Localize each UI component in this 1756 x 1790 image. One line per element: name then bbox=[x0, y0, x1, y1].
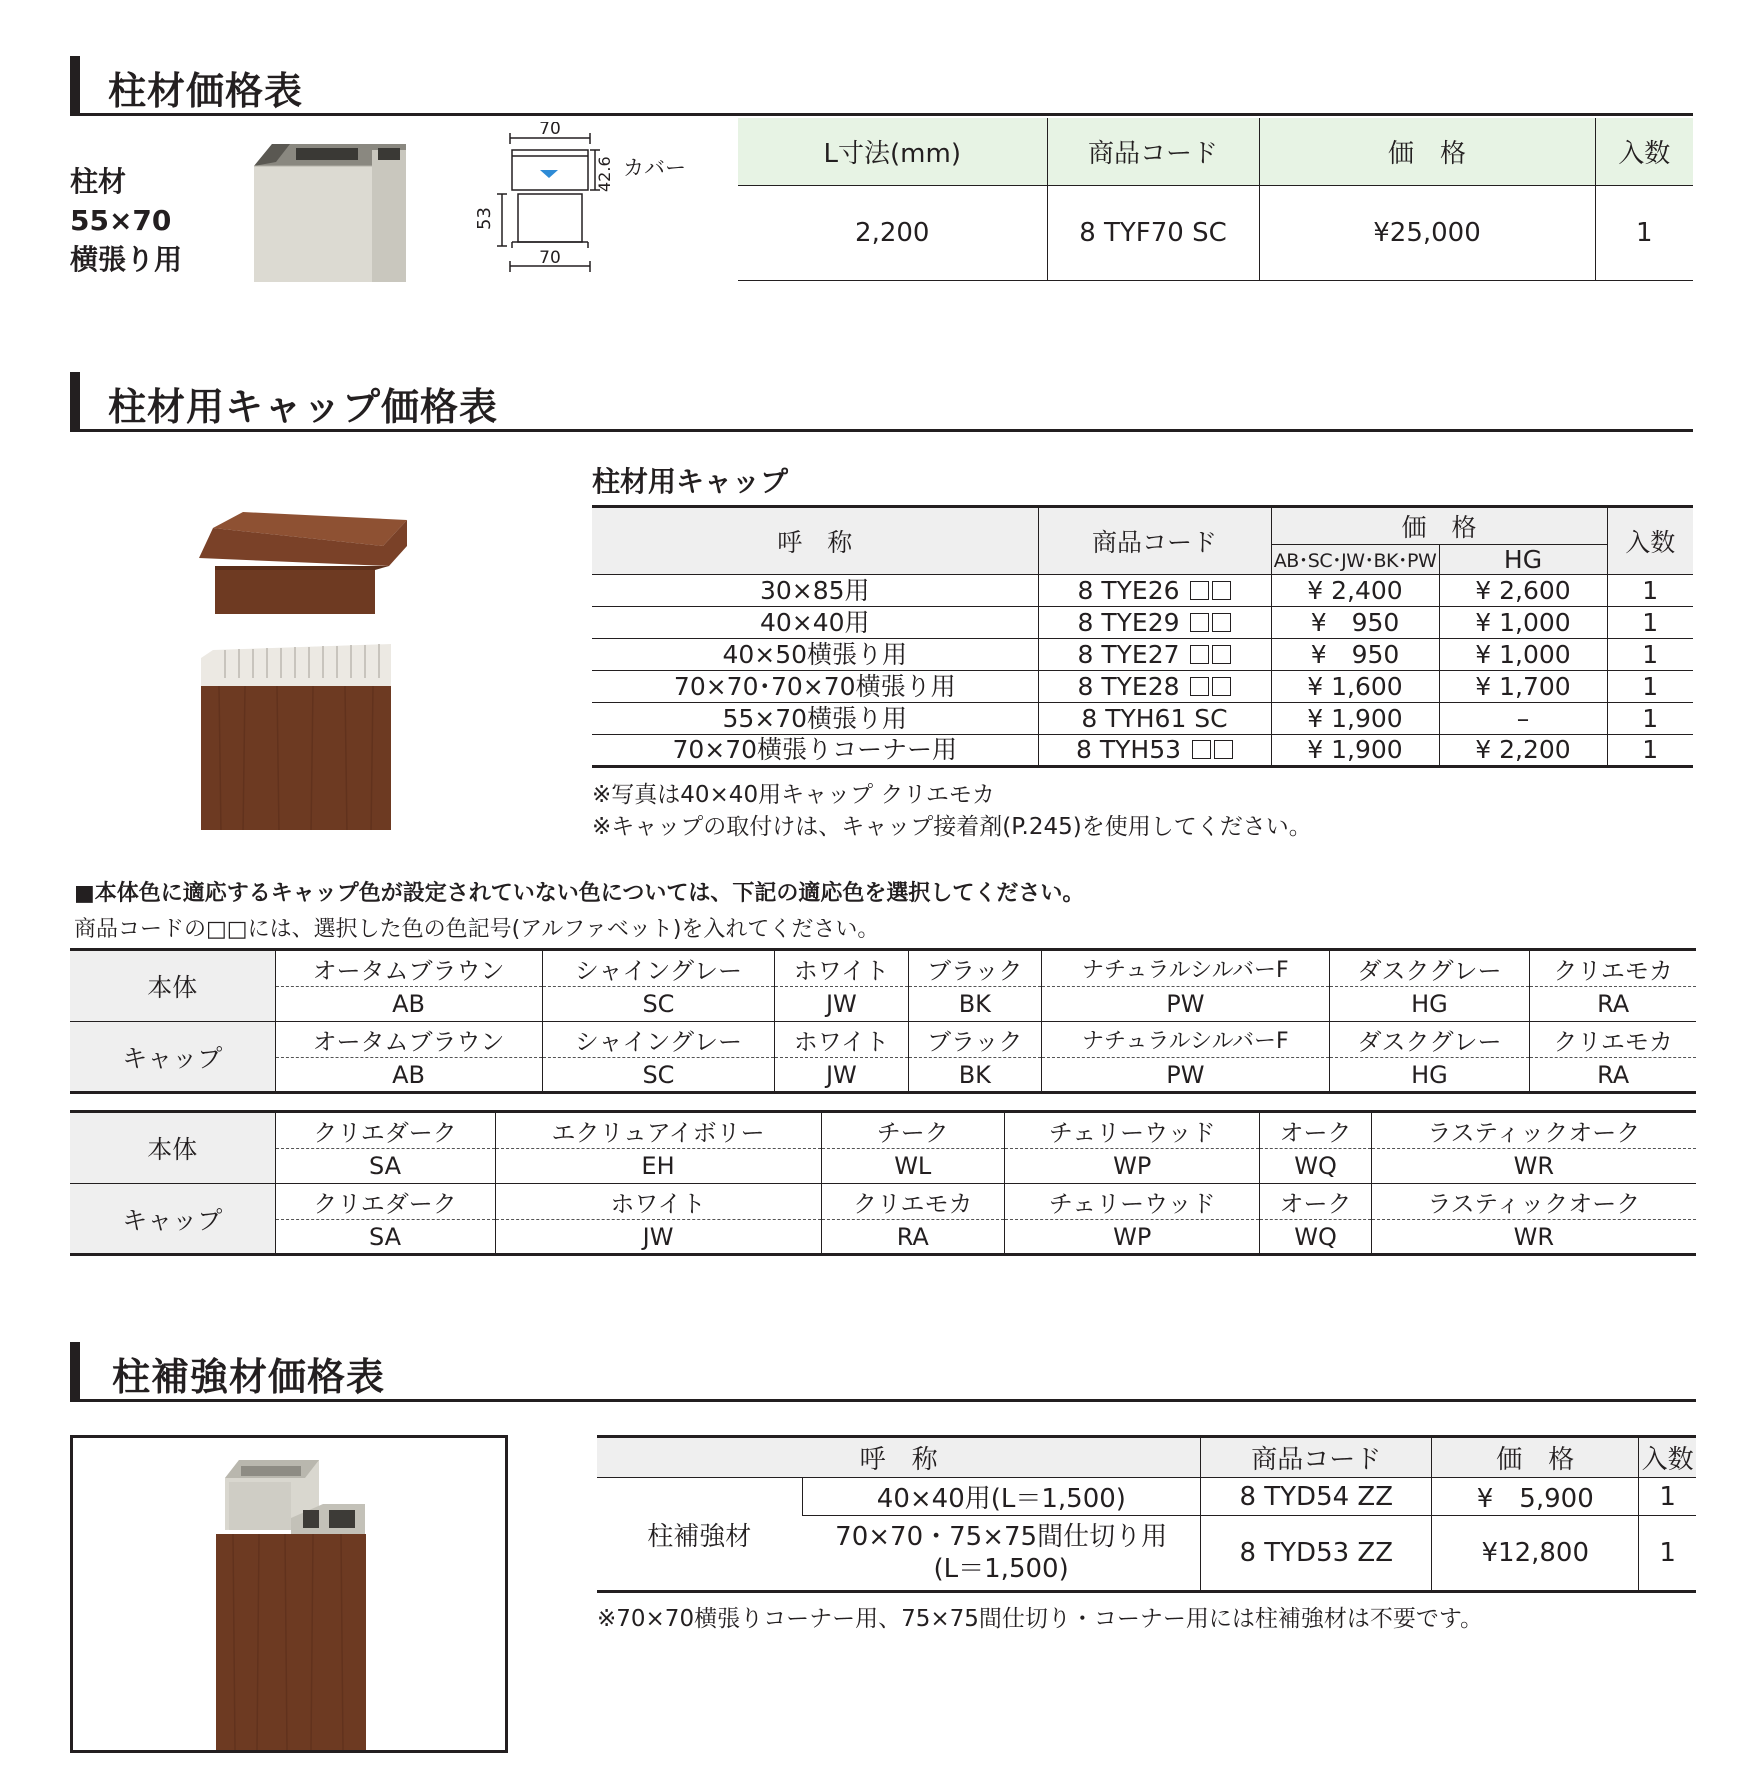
table-cell bbox=[1038, 735, 1271, 767]
color-code: WQ bbox=[1260, 1220, 1371, 1255]
table-cell: ¥ 5,900 bbox=[1432, 1478, 1639, 1516]
color-name: ホワイト bbox=[775, 950, 908, 987]
table-cell: 8 TYH61 SC bbox=[1038, 703, 1271, 735]
post-name-line: 柱材 bbox=[70, 165, 127, 198]
color-code-box bbox=[1212, 581, 1231, 600]
post-price-table bbox=[738, 118, 1693, 281]
color-name: ナチュラルシルバーF bbox=[1042, 1022, 1330, 1058]
dim-width-top: 70 bbox=[539, 122, 561, 139]
table-row bbox=[592, 607, 1693, 639]
heading-bar bbox=[70, 1342, 80, 1402]
color-code-box bbox=[1212, 677, 1231, 696]
color-code: WP bbox=[1005, 1149, 1260, 1184]
table-row bbox=[592, 735, 1693, 767]
col-header: 入数 bbox=[1607, 507, 1693, 575]
color-name: オータムブラウン bbox=[275, 1022, 542, 1058]
color-code: SC bbox=[542, 1058, 775, 1093]
code-text: 8 TYE27 bbox=[1077, 639, 1180, 669]
section-title: 柱補強材価格表 bbox=[112, 1355, 386, 1399]
code-text: 8 TYE26 bbox=[1077, 575, 1180, 605]
color-name: ダスクグレー bbox=[1329, 1022, 1530, 1058]
table-row bbox=[592, 639, 1693, 671]
body-codes-row bbox=[70, 1149, 1696, 1184]
row-label-body: 本体 bbox=[70, 950, 275, 1022]
table-header-row bbox=[738, 118, 1693, 185]
color-code: WQ bbox=[1260, 1149, 1371, 1184]
dim-height: 53 bbox=[474, 207, 495, 230]
col-header: 商品コード bbox=[1047, 118, 1259, 185]
color-name: チェリーウッド bbox=[1005, 1184, 1260, 1220]
color-name: オーク bbox=[1260, 1112, 1371, 1149]
color-code-box bbox=[1212, 613, 1231, 632]
table-cell: 70×70横張りコーナー用 bbox=[592, 735, 1038, 767]
color-code: JW bbox=[775, 1058, 908, 1093]
table-cell: 40×50横張り用 bbox=[592, 639, 1038, 671]
table-cell: 55×70横張り用 bbox=[592, 703, 1038, 735]
color-code: JW bbox=[495, 1220, 821, 1255]
color-code: BK bbox=[908, 1058, 1042, 1093]
name-line: (L＝1,500) bbox=[933, 1554, 1069, 1584]
color-name: クリエモカ bbox=[1530, 950, 1696, 987]
col-header: 呼 称 bbox=[597, 1437, 1201, 1478]
table-cell bbox=[802, 1516, 1201, 1592]
color-code: AB bbox=[275, 1058, 542, 1093]
table-cell: 8 TYD54 ZZ bbox=[1201, 1478, 1432, 1516]
table-cell: 70×70･70×70横張り用 bbox=[592, 671, 1038, 703]
color-name: ホワイト bbox=[495, 1184, 821, 1220]
color-table-2 bbox=[70, 1110, 1696, 1256]
table-cell: – bbox=[1439, 703, 1607, 735]
section-heading-post bbox=[70, 56, 1693, 116]
table-row bbox=[592, 703, 1693, 735]
code-text: 8 TYE28 bbox=[1077, 671, 1180, 701]
table-cell: ¥ 1,000 bbox=[1439, 639, 1607, 671]
color-name: ホワイト bbox=[775, 1022, 908, 1058]
color-code: SC bbox=[542, 987, 775, 1022]
cap-codes-row bbox=[70, 1220, 1696, 1255]
table-cell: 1 bbox=[1607, 639, 1693, 671]
cap-photo bbox=[195, 508, 415, 830]
color-name: オータムブラウン bbox=[275, 950, 542, 987]
heading-bar bbox=[70, 56, 80, 116]
post-photo bbox=[252, 140, 412, 282]
heading-bar bbox=[70, 372, 80, 432]
table-row bbox=[738, 185, 1693, 280]
color-code: PW bbox=[1042, 987, 1330, 1022]
name-line: 70×70・75×75間仕切り用 bbox=[835, 1522, 1168, 1552]
table-cell bbox=[1038, 607, 1271, 639]
table-cell: ¥ 2,400 bbox=[1271, 575, 1439, 607]
table-cell: ¥ 2,200 bbox=[1439, 735, 1607, 767]
color-code: WL bbox=[821, 1149, 1004, 1184]
table-row bbox=[597, 1478, 1696, 1516]
table-cell bbox=[1038, 639, 1271, 671]
reinforcement-note: ※70×70横張りコーナー用、75×75間仕切り・コーナー用には柱補強材は不要です。 bbox=[597, 1606, 1484, 1632]
col-header: L寸法(mm) bbox=[738, 118, 1047, 185]
color-name: クリエダーク bbox=[275, 1184, 495, 1220]
body-names-row bbox=[70, 950, 1696, 987]
col-header: 商品コード bbox=[1201, 1437, 1432, 1478]
dim-cover-height: 42.6 bbox=[595, 156, 614, 192]
color-name: ダスクグレー bbox=[1329, 950, 1530, 987]
col-header: AB･SC･JW･BK･PW bbox=[1271, 545, 1439, 575]
table-cell: 8 TYD53 ZZ bbox=[1201, 1516, 1432, 1592]
color-name: チーク bbox=[821, 1112, 1004, 1149]
cap-names-row bbox=[70, 1184, 1696, 1220]
post-name-line: 横張り用 bbox=[70, 243, 183, 276]
table-cell: 2,200 bbox=[738, 185, 1047, 280]
table-cell: 1 bbox=[1639, 1478, 1696, 1516]
color-name: シャイングレー bbox=[542, 1022, 775, 1058]
table-cell: 1 bbox=[1595, 185, 1693, 280]
table-cell: ¥ 950 bbox=[1271, 639, 1439, 671]
section-title: 柱材価格表 bbox=[108, 69, 304, 113]
cap-names-row bbox=[70, 1022, 1696, 1058]
col-header: 価 格 bbox=[1432, 1437, 1639, 1478]
table-cell bbox=[1038, 671, 1271, 703]
color-name: エクリュアイボリー bbox=[495, 1112, 821, 1149]
row-label-body: 本体 bbox=[70, 1112, 275, 1184]
cap-note: ※キャップの取付けは、キャップ接着剤(P.245)を使用してください。 bbox=[592, 814, 1312, 840]
table-header-row bbox=[592, 507, 1693, 545]
color-code: WP bbox=[1005, 1220, 1260, 1255]
col-header: 価 格 bbox=[1271, 507, 1607, 545]
color-code: PW bbox=[1042, 1058, 1330, 1093]
color-code: SA bbox=[275, 1149, 495, 1184]
color-code: WR bbox=[1371, 1149, 1696, 1184]
cap-note: ※写真は40×40用キャップ クリエモカ bbox=[592, 782, 995, 808]
code-text: 8 TYH53 bbox=[1076, 735, 1182, 764]
cover-label: カバー bbox=[623, 156, 686, 180]
color-code-box bbox=[1214, 740, 1233, 759]
table-cell: 1 bbox=[1607, 575, 1693, 607]
color-name: ナチュラルシルバーF bbox=[1042, 950, 1330, 987]
color-code: AB bbox=[275, 987, 542, 1022]
table-row bbox=[592, 575, 1693, 607]
color-code-box bbox=[1190, 645, 1209, 664]
color-code: EH bbox=[495, 1149, 821, 1184]
section-heading-reinf bbox=[70, 1342, 1696, 1402]
group-cell: 柱補強材 bbox=[597, 1478, 802, 1592]
color-code-box bbox=[1190, 677, 1209, 696]
cap-subtitle: 柱材用キャップ bbox=[592, 465, 789, 498]
reinforcement-illustration bbox=[73, 1438, 505, 1750]
table-cell: 1 bbox=[1607, 703, 1693, 735]
col-header: 価 格 bbox=[1259, 118, 1595, 185]
code-text: 8 TYE29 bbox=[1077, 607, 1180, 637]
section-title: 柱材用キャップ価格表 bbox=[108, 385, 499, 429]
table-cell: ¥ 1,900 bbox=[1271, 703, 1439, 735]
body-names-row bbox=[70, 1112, 1696, 1149]
color-code: HG bbox=[1329, 1058, 1530, 1093]
color-code: RA bbox=[821, 1220, 1004, 1255]
color-code: HG bbox=[1329, 987, 1530, 1022]
table-cell: 40×40用 bbox=[592, 607, 1038, 639]
table-cell: ¥ 2,600 bbox=[1439, 575, 1607, 607]
color-name: チェリーウッド bbox=[1005, 1112, 1260, 1149]
color-name: クリエモカ bbox=[821, 1184, 1004, 1220]
color-name: シャイングレー bbox=[542, 950, 775, 987]
color-table-1 bbox=[70, 948, 1696, 1094]
color-code-box bbox=[1190, 581, 1209, 600]
post-name-line: 55×70 bbox=[70, 204, 172, 237]
color-note: 商品コードの□□には、選択した色の色記号(アルファベット)を入れてください。 bbox=[74, 917, 880, 942]
color-code: WR bbox=[1371, 1220, 1696, 1255]
cap-price-table bbox=[592, 505, 1693, 768]
cross-section-diagram bbox=[460, 122, 700, 280]
table-cell: ¥ 950 bbox=[1271, 607, 1439, 639]
color-code: JW bbox=[775, 987, 908, 1022]
post-name bbox=[70, 162, 182, 279]
cap-codes-row bbox=[70, 1058, 1696, 1093]
table-cell: ¥ 1,000 bbox=[1439, 607, 1607, 639]
body-codes-row bbox=[70, 987, 1696, 1022]
col-header: 商品コード bbox=[1038, 507, 1271, 575]
table-cell: ¥ 1,900 bbox=[1271, 735, 1439, 767]
table-cell: ¥12,800 bbox=[1432, 1516, 1639, 1592]
color-name: オーク bbox=[1260, 1184, 1371, 1220]
row-label-cap: キャップ bbox=[70, 1022, 275, 1093]
table-cell bbox=[1038, 575, 1271, 607]
color-code-box bbox=[1192, 740, 1211, 759]
col-header: 入数 bbox=[1595, 118, 1693, 185]
row-label-cap: キャップ bbox=[70, 1184, 275, 1255]
color-code-box bbox=[1190, 613, 1209, 632]
color-code: BK bbox=[908, 987, 1042, 1022]
reinforcement-photo bbox=[70, 1435, 508, 1753]
dim-width-bottom: 70 bbox=[539, 248, 561, 268]
reinforcement-price-table bbox=[597, 1435, 1696, 1593]
color-name: ラスティックオーク bbox=[1371, 1112, 1696, 1149]
table-cell: 1 bbox=[1607, 607, 1693, 639]
color-name: クリエダーク bbox=[275, 1112, 495, 1149]
table-cell: 40×40用(L＝1,500) bbox=[802, 1478, 1201, 1516]
color-name: ブラック bbox=[908, 1022, 1042, 1058]
table-row bbox=[592, 671, 1693, 703]
table-cell: 1 bbox=[1639, 1516, 1696, 1592]
color-note-bold: ■本体色に適応するキャップ色が設定されていない色については、下記の適応色を選択してください。 bbox=[74, 881, 1085, 906]
color-code: SA bbox=[275, 1220, 495, 1255]
col-header: HG bbox=[1439, 545, 1607, 575]
section-heading-cap bbox=[70, 372, 1693, 432]
table-header-row bbox=[597, 1437, 1696, 1478]
table-cell: 30×85用 bbox=[592, 575, 1038, 607]
color-name: クリエモカ bbox=[1530, 1022, 1696, 1058]
color-code-box bbox=[1212, 645, 1231, 664]
table-cell: 1 bbox=[1607, 671, 1693, 703]
table-cell: 1 bbox=[1607, 735, 1693, 767]
col-header: 入数 bbox=[1639, 1437, 1696, 1478]
color-name: ブラック bbox=[908, 950, 1042, 987]
table-cell: ¥25,000 bbox=[1259, 185, 1595, 280]
color-name: ラスティックオーク bbox=[1371, 1184, 1696, 1220]
table-cell: 8 TYF70 SC bbox=[1047, 185, 1259, 280]
table-cell: ¥ 1,600 bbox=[1271, 671, 1439, 703]
table-cell: ¥ 1,700 bbox=[1439, 671, 1607, 703]
col-header: 呼 称 bbox=[592, 507, 1038, 575]
color-code: RA bbox=[1530, 1058, 1696, 1093]
color-code: RA bbox=[1530, 987, 1696, 1022]
